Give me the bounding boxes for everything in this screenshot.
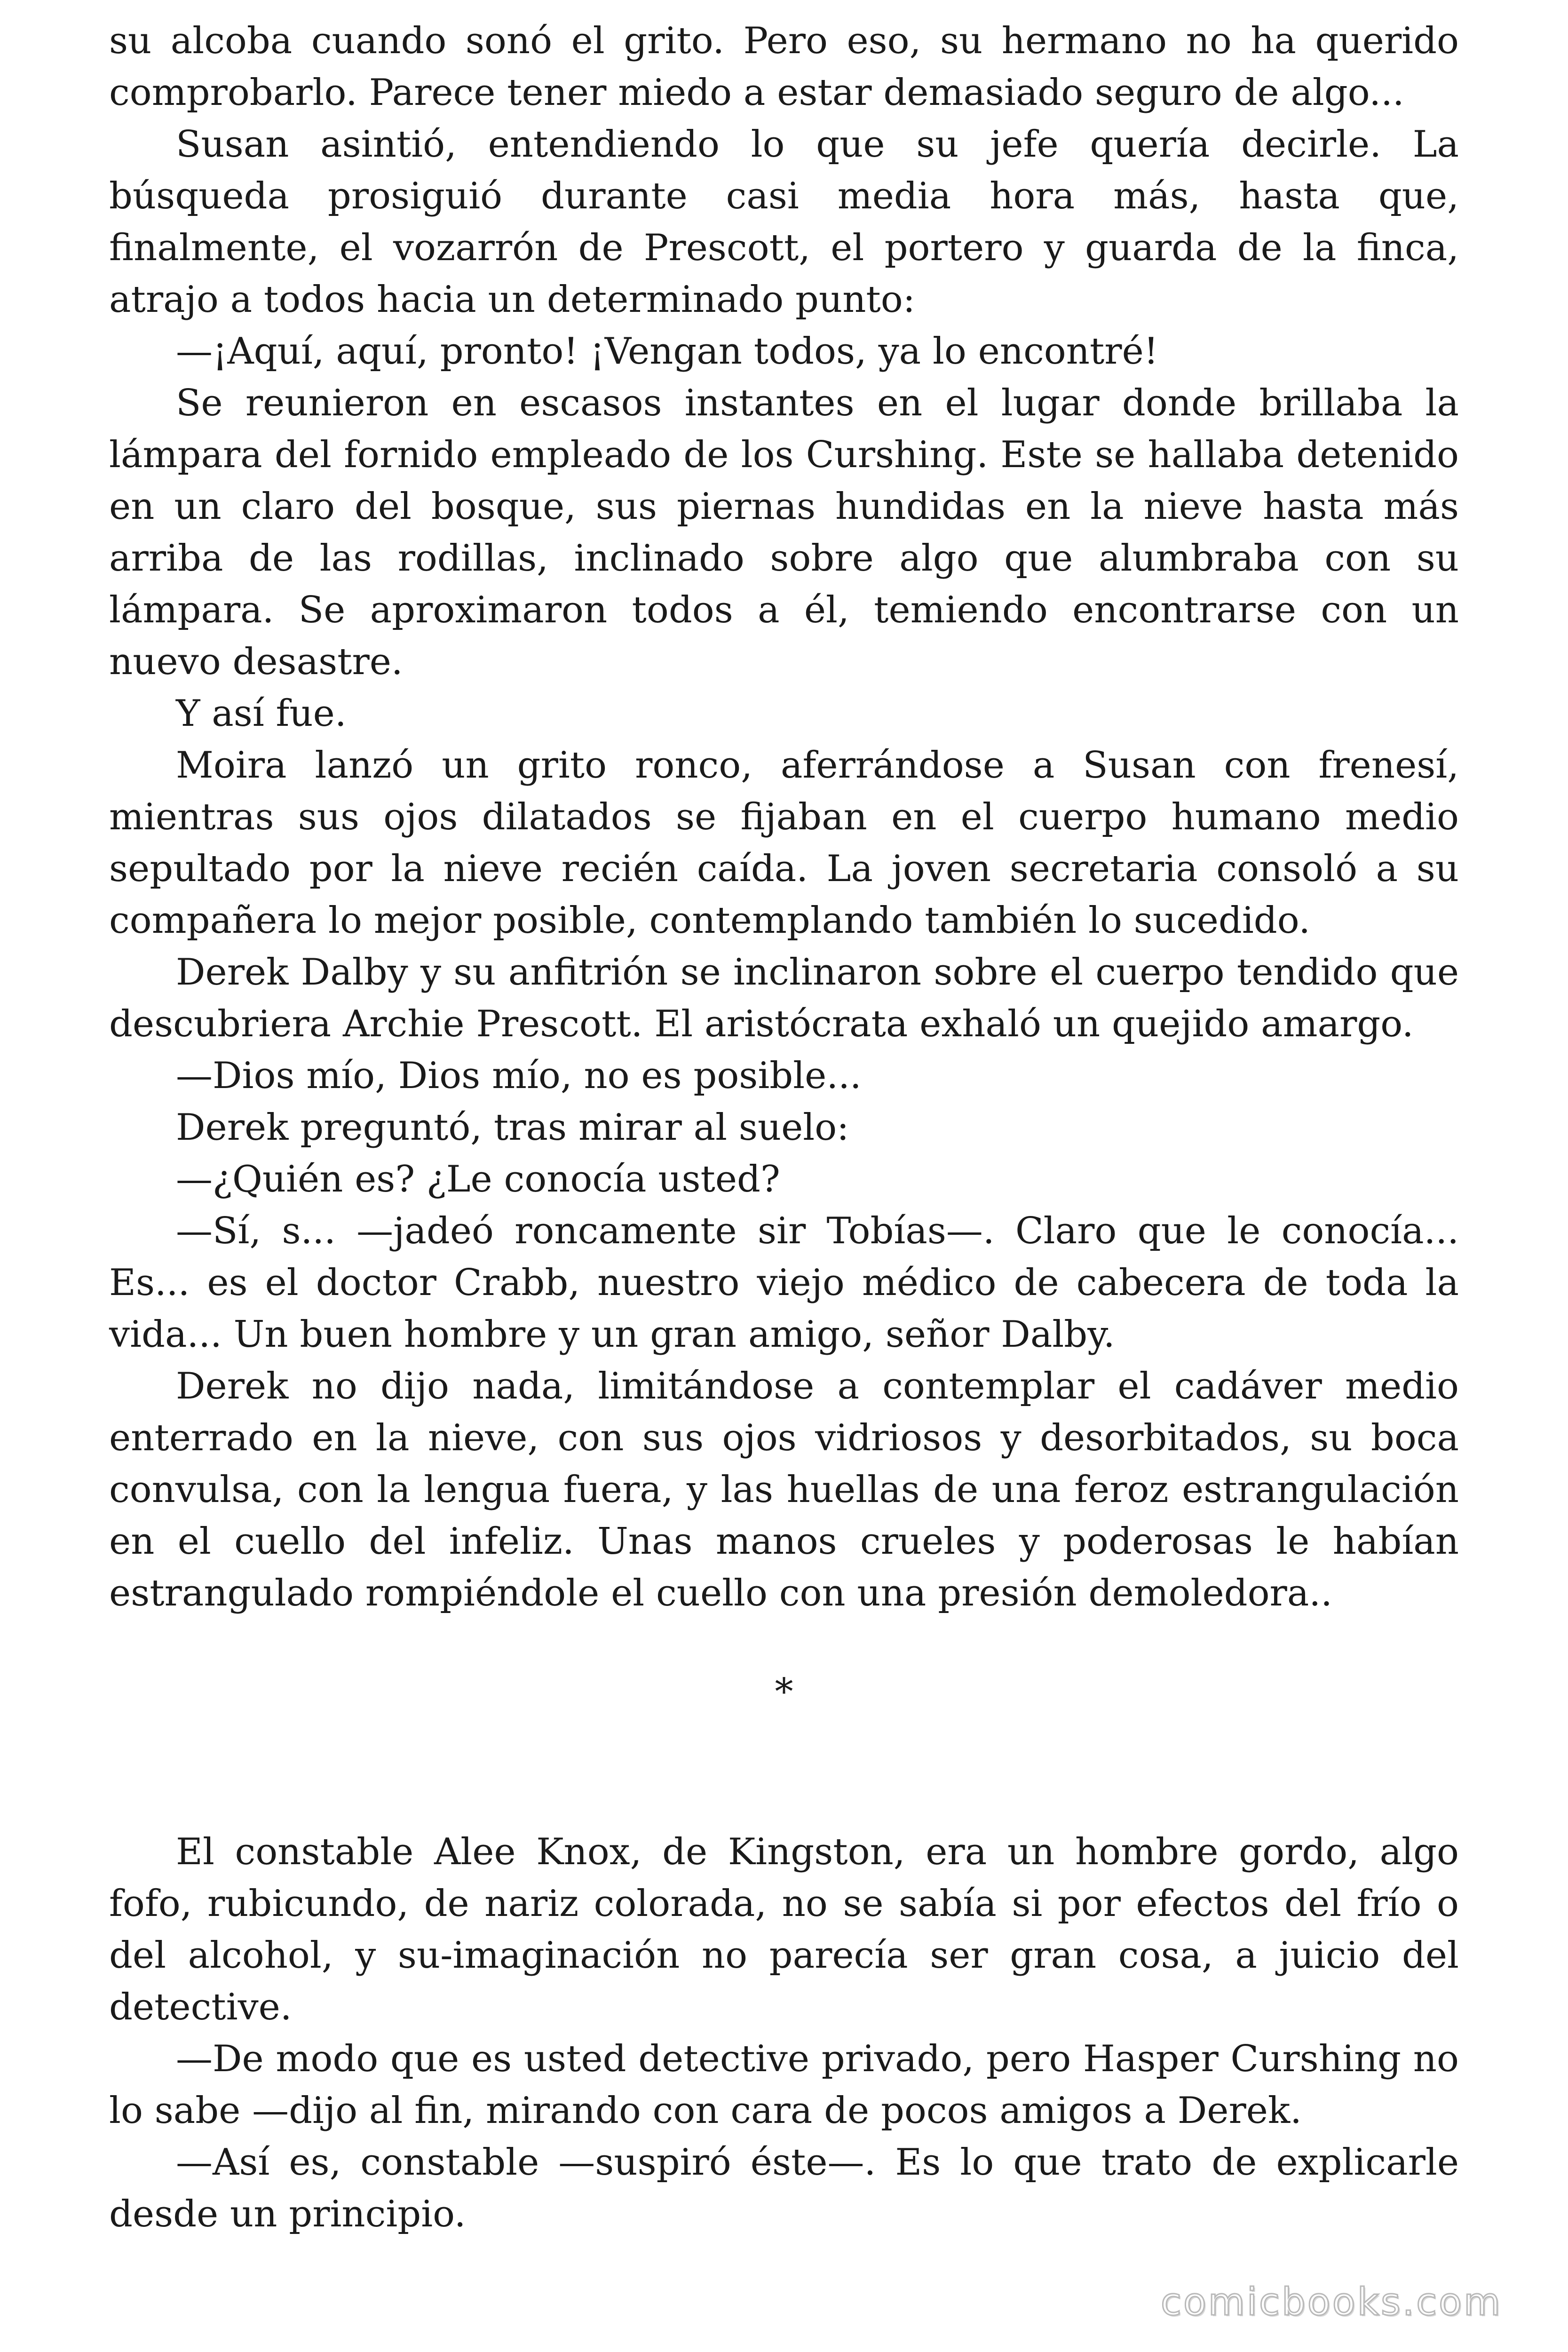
paragraph-6: Moira lanzó un grito ronco, aferrándose a Susan con frenesí, mientras sus ojos dilatados se fijaban en el cuerpo humano medio sepultado por la nieve recién caída. La joven secretaria consoló a su compañera lo mejor posible, contemplando también lo sucedido.	[109, 744, 1459, 942]
paragraph-14: —De modo que es usted detective privado, pero Hasper Curshing no lo sabe —dijo al fin, mirando con cara de pocos amigos a Derek.	[109, 2038, 1459, 2132]
paragraph-10: —¿Quién es? ¿Le conocía usted?	[176, 1158, 780, 1200]
paragraph-3: —¡Aquí, aquí, pronto! ¡Vengan todos, ya lo encontré!	[176, 330, 1159, 373]
document-page	[109, 15, 1459, 2240]
paragraph-13: El constable Alee Knox, de Kingston, era un hombre gordo, algo fofo, rubicundo, de nariz colorada, no se sabía si por efectos del frío o del alcohol, y su-imaginación no parecía ser gran cosa, a juicio del detective.	[109, 1831, 1459, 2028]
paragraph-15: —Así es, constable —suspiró éste—. Es lo que trato de explicarle desde un principio.	[109, 2141, 1459, 2235]
paragraph-2: Susan asintió, entendiendo lo que su jefe quería decirle. La búsqueda prosiguió durante casi media hora más, hasta que, finalmente, el vozarrón de Prescott, el portero y guarda de la finca, atrajo a todos hacia un determinado punto:	[109, 123, 1459, 321]
watermark-logo: comicbooks.com	[1160, 2280, 1502, 2324]
paragraph-5: Y así fue.	[176, 692, 347, 735]
paragraph-7: Derek Dalby y su anfitrión se inclinaron sobre el cuerpo tendido que descubriera Archie Prescott. El aristócrata exhaló un quejido amargo.	[109, 951, 1459, 1045]
scene-separator: *	[775, 1671, 793, 1713]
paragraph-4: Se reunieron en escasos instantes en el lugar donde brillaba la lámpara del fornido empleado de los Curshing. Este se hallaba detenido en un claro del bosque, sus piernas hundidas en la nieve hasta más arriba de las rodillas, inclinado sobre algo que alumbraba con su lámpara. Se aproximaron todos a él, temiendo encontrarse con un nuevo desastre.	[109, 382, 1459, 683]
paragraph-11: —Sí, s... —jadeó roncamente sir Tobías—. Claro que le conocía... Es... es el doctor Crabb, nuestro viejo médico de cabecera de toda la vida... Un buen hombre y un gran amigo, señor Dalby.	[109, 1210, 1459, 1356]
paragraph-12: Derek no dijo nada, limitándose a contemplar el cadáver medio enterrado en la nieve, con sus ojos vidriosos y desorbitados, su boca convulsa, con la lengua fuera, y las huellas de una feroz estrangulación en el cuello del infeliz. Unas manos crueles y poderosas le habían estrangulado rompiéndole el cuello con una presión demoledora..	[109, 1365, 1459, 1614]
paragraph-8: —Dios mío, Dios mío, no es posible...	[176, 1055, 862, 1097]
paragraph-1: su alcoba cuando sonó el grito. Pero eso, su hermano no ha querido comprobarlo. Parece tener miedo a estar demasiado seguro de algo...	[109, 20, 1459, 114]
paragraph-9: Derek preguntó, tras mirar al suelo:	[176, 1106, 849, 1149]
